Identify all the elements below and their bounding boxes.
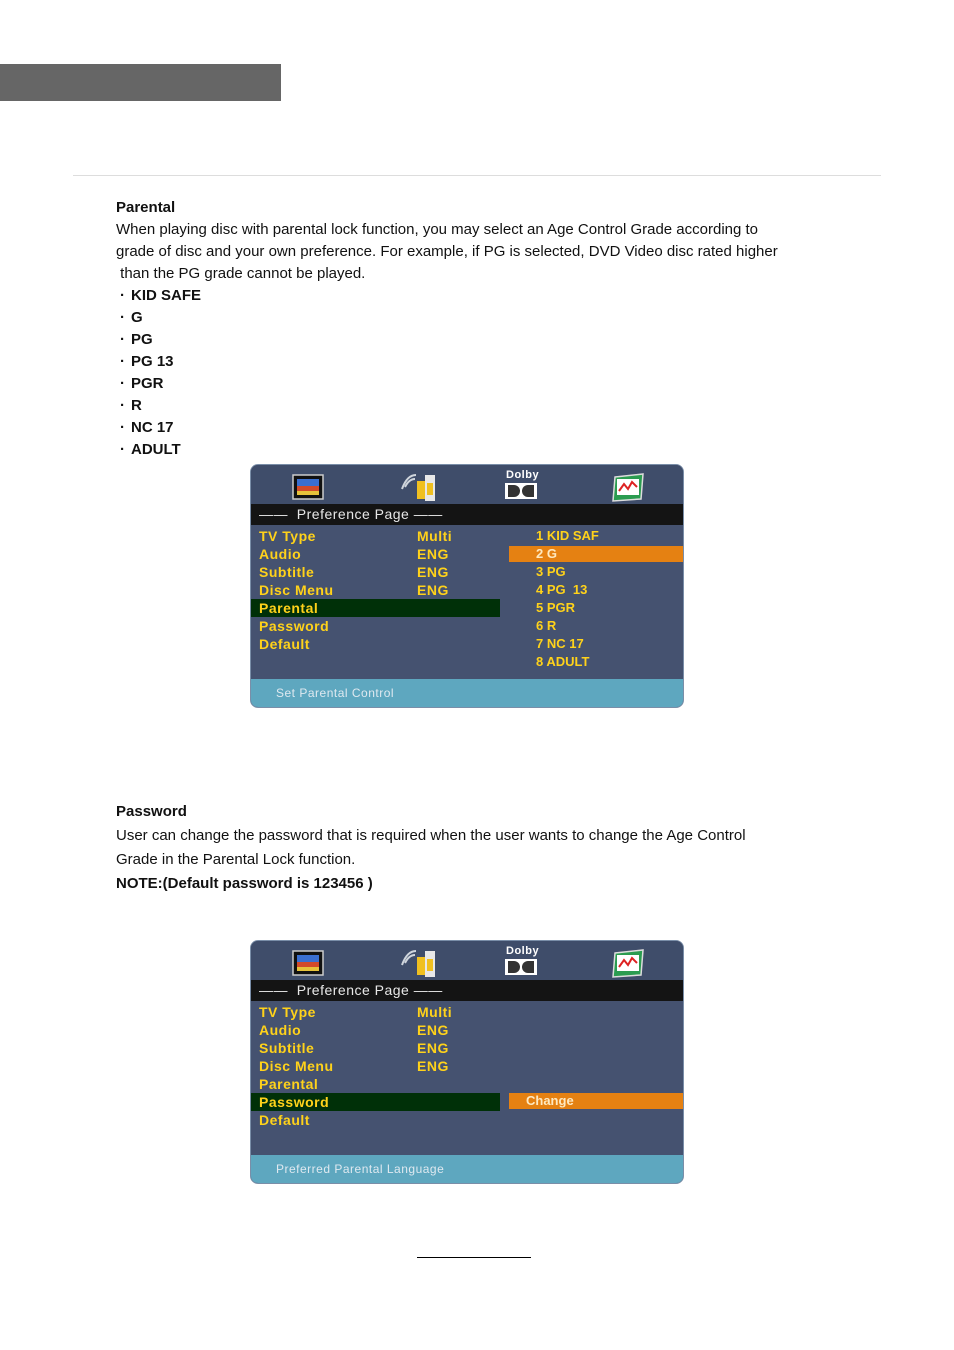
menu-row-label: Parental bbox=[259, 600, 319, 616]
menu-row-password[interactable] bbox=[251, 1093, 500, 1111]
grade-item: · R bbox=[116, 395, 876, 417]
preference-picture-icon[interactable] bbox=[609, 471, 647, 505]
menu-title: —— Preference Page —— bbox=[251, 504, 683, 525]
password-section bbox=[116, 800, 876, 896]
menu-row-label: Subtitle bbox=[259, 1040, 315, 1056]
tv-screen-icon[interactable] bbox=[289, 471, 327, 505]
menu-status-bar: Preferred Parental Language bbox=[251, 1155, 683, 1183]
grade-item: · NC 17 bbox=[116, 417, 876, 439]
menu-row-default[interactable] bbox=[251, 635, 500, 653]
menu-row-value: ENG bbox=[417, 582, 449, 598]
menu-row-label: Parental bbox=[259, 1076, 319, 1092]
menu-row-subtitle[interactable] bbox=[251, 563, 500, 581]
header-bar bbox=[0, 64, 281, 101]
menu-row-label: Disc Menu bbox=[259, 582, 334, 598]
password-note: NOTE:(Default password is 123456 ) bbox=[116, 875, 373, 892]
menu-row-audio[interactable] bbox=[251, 1021, 500, 1039]
menu-row-label: TV Type bbox=[259, 528, 316, 544]
menu-row-password[interactable] bbox=[251, 617, 500, 635]
menu-row-value: ENG bbox=[417, 546, 449, 562]
grade-option[interactable]: 6 R bbox=[536, 618, 557, 633]
menu-row-label: Disc Menu bbox=[259, 1058, 334, 1074]
grade-option[interactable]: 1 KID SAF bbox=[536, 528, 599, 543]
menu-row-value: ENG bbox=[417, 1022, 449, 1038]
menu-row-label: Audio bbox=[259, 546, 302, 562]
menu-row-subtitle[interactable] bbox=[251, 1039, 500, 1057]
audio-speaker-icon[interactable] bbox=[401, 947, 439, 981]
parental-section bbox=[116, 197, 876, 461]
grade-option-selected[interactable]: 2 G bbox=[509, 546, 683, 562]
menu-row-label: Default bbox=[259, 636, 310, 652]
menu-row-label: TV Type bbox=[259, 1004, 316, 1020]
dolby-icon[interactable] bbox=[504, 957, 538, 977]
password-body-line-1: User can change the password that is required when the user wants to change the Age Control bbox=[116, 827, 746, 844]
menu-row-value: Multi bbox=[417, 528, 453, 544]
preference-picture-icon[interactable] bbox=[609, 947, 647, 981]
grade-option[interactable]: 3 PG bbox=[536, 564, 566, 579]
menu-row-label: Password bbox=[259, 618, 330, 634]
menu-title: —— Preference Page —— bbox=[251, 980, 683, 1001]
parental-heading: Parental bbox=[116, 199, 176, 216]
page-number-rule bbox=[417, 1257, 531, 1258]
menu-row-default[interactable] bbox=[251, 1111, 500, 1129]
menu-row-tv-type[interactable] bbox=[251, 1003, 500, 1021]
parental-body-line-2: grade of disc and your own preference. For example, if PG is selected, DVD Video disc rated higher bbox=[116, 243, 778, 260]
grade-option[interactable]: 5 PGR bbox=[536, 600, 576, 615]
menu-row-label: Subtitle bbox=[259, 564, 315, 580]
preference-menu-parental bbox=[250, 464, 684, 708]
menu-row-disc-menu[interactable] bbox=[251, 581, 500, 599]
grade-list bbox=[116, 285, 876, 461]
dolby-label: Dolby bbox=[506, 469, 540, 481]
grade-item: · ADULT bbox=[116, 439, 876, 461]
grade-option[interactable]: 4 PG 13 bbox=[536, 582, 588, 597]
change-password-option[interactable]: Change bbox=[509, 1093, 683, 1109]
menu-row-value: ENG bbox=[417, 1040, 449, 1056]
menu-row-audio[interactable] bbox=[251, 545, 500, 563]
grade-item: · G bbox=[116, 307, 876, 329]
tv-screen-icon[interactable] bbox=[289, 947, 327, 981]
grade-item: · PG 13 bbox=[116, 351, 876, 373]
menu-row-tv-type[interactable] bbox=[251, 527, 500, 545]
menu-row-disc-menu[interactable] bbox=[251, 1057, 500, 1075]
menu-row-parental[interactable] bbox=[251, 599, 500, 617]
menu-status-bar: Set Parental Control bbox=[251, 679, 683, 707]
header-rule bbox=[73, 175, 881, 176]
menu-row-parental[interactable] bbox=[251, 1075, 500, 1093]
menu-row-label: Default bbox=[259, 1112, 310, 1128]
grade-item: · PGR bbox=[116, 373, 876, 395]
grade-option[interactable]: 7 NC 17 bbox=[536, 636, 584, 651]
preference-menu-password bbox=[250, 940, 684, 1184]
grade-item: · KID SAFE bbox=[116, 285, 876, 307]
grade-option[interactable]: 8 ADULT bbox=[536, 654, 590, 669]
dolby-label: Dolby bbox=[506, 945, 540, 957]
menu-row-value: ENG bbox=[417, 1058, 449, 1074]
menu-row-label: Audio bbox=[259, 1022, 302, 1038]
menu-body bbox=[251, 525, 683, 679]
password-heading: Password bbox=[116, 803, 187, 820]
parental-body-line-3: than the PG grade cannot be played. bbox=[116, 265, 366, 282]
audio-speaker-icon[interactable] bbox=[401, 471, 439, 505]
menu-body bbox=[251, 1001, 683, 1155]
dolby-icon[interactable] bbox=[504, 481, 538, 501]
menu-row-label: Password bbox=[259, 1094, 330, 1110]
password-body-line-2: Grade in the Parental Lock function. bbox=[116, 851, 356, 868]
grade-item: · PG bbox=[116, 329, 876, 351]
parental-body-line-1: When playing disc with parental lock function, you may select an Age Control Grade according to bbox=[116, 221, 759, 238]
menu-row-value: ENG bbox=[417, 564, 449, 580]
menu-row-value: Multi bbox=[417, 1004, 453, 1020]
